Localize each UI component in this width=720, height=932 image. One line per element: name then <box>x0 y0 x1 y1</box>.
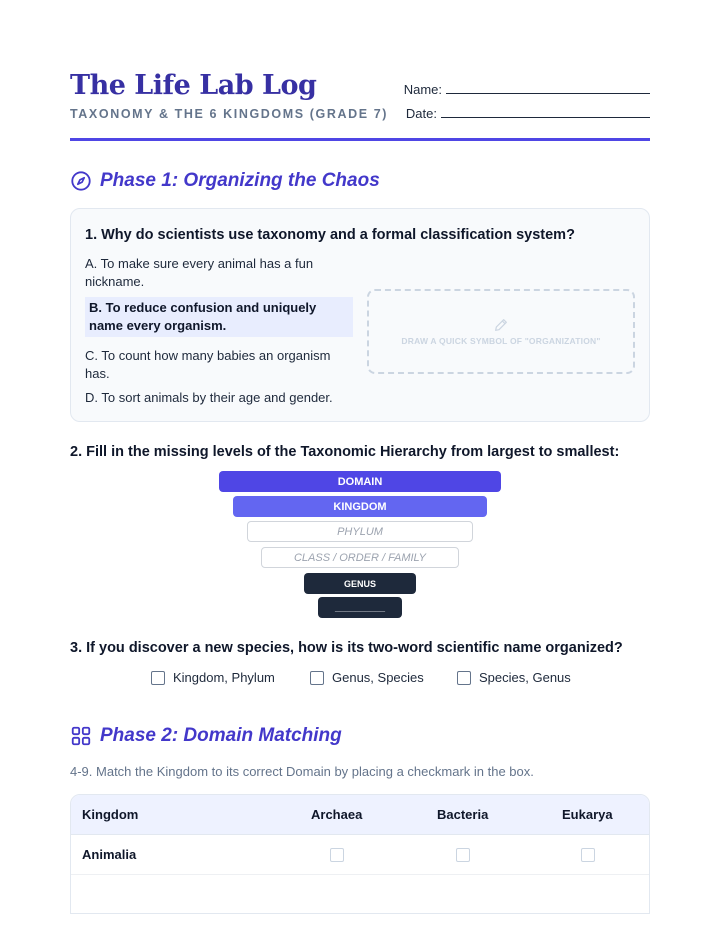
header-bacteria: Bacteria <box>437 807 489 822</box>
q1-option-c[interactable]: C. To count how many babies an organism has. <box>85 348 331 381</box>
hierarchy-level-phylum[interactable]: PHYLUM <box>247 521 473 542</box>
q3-checkbox-2[interactable] <box>310 671 324 685</box>
row-kingdom-label: Animalia <box>82 847 137 862</box>
q3-option-3[interactable] <box>457 670 571 685</box>
q3-option-3-label: Species, Genus <box>479 670 571 685</box>
name-line[interactable] <box>446 93 650 94</box>
hierarchy-level-class-order-family[interactable]: CLASS / ORDER / FAMILY <box>261 547 459 568</box>
worksheet-title: The Life Lab Log <box>70 70 317 101</box>
q3-option-1-label: Kingdom, Phylum <box>173 670 275 685</box>
q3-option-1[interactable] <box>151 670 275 685</box>
question2-text: 2. Fill in the missing levels of the Taxonomic Hierarchy from largest to smallest: <box>70 444 620 460</box>
q3-checkbox-1[interactable] <box>151 671 165 685</box>
header-archaea: Archaea <box>311 807 363 822</box>
question1-text: 1. Why do scientists use taxonomy and a formal classification system? <box>85 227 575 243</box>
q3-option-2-label: Genus, Species <box>332 670 424 685</box>
worksheet-subtitle: TAXONOMY & THE 6 KINGDOMS (GRADE 7) <box>70 107 389 121</box>
pencil-icon <box>493 317 509 333</box>
header-kingdom: Kingdom <box>82 807 139 822</box>
q3-checkbox-3[interactable] <box>457 671 471 685</box>
table-row <box>71 875 649 914</box>
header-divider <box>70 138 650 141</box>
table-header <box>71 795 649 835</box>
date-field[interactable] <box>406 106 650 121</box>
hierarchy-level-blank[interactable]: __________ <box>318 597 402 618</box>
question3-text: 3. If you discover a new species, how is its two-word scientific name organized? <box>70 640 623 656</box>
q1-option-a[interactable]: A. To make sure every animal has a fun nickname. <box>85 256 314 289</box>
worksheet-header <box>70 68 650 140</box>
name-field[interactable] <box>404 82 650 97</box>
checkbox-eukarya[interactable] <box>581 848 595 862</box>
matching-instruction: 4-9. Match the Kingdom to its correct Domain by placing a checkmark in the box. <box>70 764 534 779</box>
date-line[interactable] <box>441 117 650 118</box>
compass-icon <box>70 170 92 192</box>
hierarchy-level-kingdom: KINGDOM <box>233 496 487 517</box>
checkbox-bacteria[interactable] <box>456 848 470 862</box>
phase1-heading <box>70 170 380 192</box>
q1-option-d[interactable]: D. To sort animals by their age and gender. <box>85 390 333 405</box>
phase2-title: Phase 2: Domain Matching <box>100 725 342 746</box>
phase2-heading <box>70 725 342 747</box>
q1-option-b[interactable]: B. To reduce confusion and uniquely name every organism. <box>85 297 353 337</box>
hierarchy-level-domain: DOMAIN <box>219 471 501 492</box>
date-label: Date: <box>405 106 437 121</box>
checkbox-archaea[interactable] <box>330 848 344 862</box>
question1-card <box>70 208 650 422</box>
header-eukarya: Eukarya <box>562 807 613 822</box>
draw-box-label: DRAW A QUICK SYMBOL OF "ORGANIZATION" <box>401 336 601 346</box>
domain-matching-table <box>70 794 650 914</box>
table-row <box>71 835 649 875</box>
draw-box[interactable] <box>367 289 635 374</box>
grid-icon <box>70 725 92 747</box>
hierarchy-level-genus: GENUS <box>304 573 416 594</box>
name-label: Name: <box>403 82 442 97</box>
phase1-title: Phase 1: Organizing the Chaos <box>100 170 380 191</box>
q3-option-2[interactable] <box>310 670 424 685</box>
